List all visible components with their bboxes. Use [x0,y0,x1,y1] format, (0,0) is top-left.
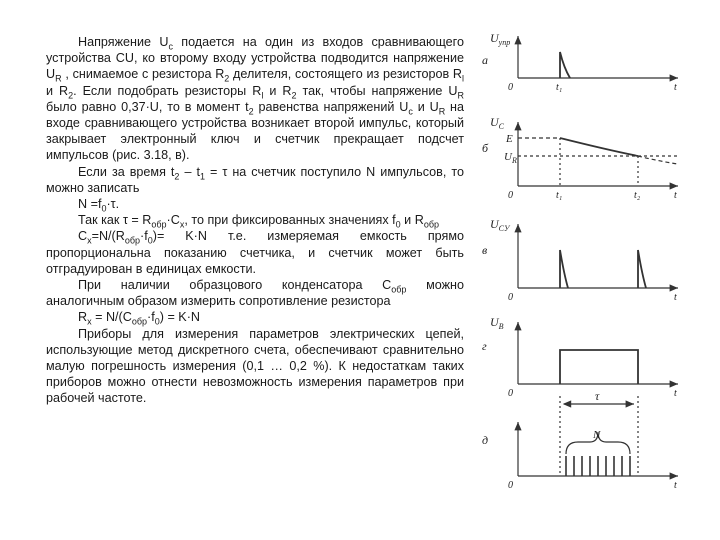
panel-letter-v: в [482,243,488,257]
ylabel-u-c: $U_C$ [490,115,505,131]
panel-letter-g: г [482,339,487,353]
mark-t2-b: t₂ [634,190,641,201]
timing-diagram [478,24,708,514]
panel-v [518,224,678,288]
formula: $N =f_0\cdot\tau$. [78,197,120,214]
mark-0-d: 0 [508,480,513,491]
mark-t-v: t [674,292,677,303]
paragraph: Приборы для измерения параметров электрических цепей, использующие метод дискретного счета, обеспечивают сравнительно малую погрешность измерения (0,1 … 0,2 %). К недостаткам таких приборов можно отнести невозможность измерения параметров при рабочей частоте. [46,326,464,406]
n-label: N [593,429,601,441]
paragraph: При наличии образцового конденсатора $C_{обр}$ можно аналогичным образом измерить сопротивление резистора [46,278,465,309]
tau-label: τ [595,389,600,403]
panel-b [518,122,678,186]
ylabel-u-upr: $U_{упр}$ [490,31,511,47]
mark-0-b: 0 [508,190,513,201]
mark-t-d: t [674,480,677,491]
panel-g [518,322,678,384]
level-e: E [506,133,513,145]
mark-t-b: t [674,190,677,201]
paragraph: Если за время $t_2 - t_1 = \tau$ на счетчик поступило N импульсов, то можно записать [46,164,464,195]
mark-t-a: t [674,82,677,93]
panel-letter-b: б [482,141,489,155]
mark-t1-b: t₁ [556,190,563,201]
panel-letter-a: а [482,53,488,67]
paragraph: Напряжение $U_c$ подается на один из входов сравнивающего устройства CU, ко второму входу устройства подводится напряжение $U_R$ , снимаемое с резистора $R_2$ делителя, состоящего из резисторов $R_l$ и $R_2$. Если подобрать резисторы $R_l$ и $R_2$ так, чтобы напряжение $U_R$ было равно 0,37·U, то в момент $t_2$ равенства напряжений $U_c$ и $U_R$ на входе сравнивающего устройства возникает второй импульс, который закрывает электронный ключ и счетчик прекращает подсчет импульсов (рис. 3.18, в). [46,35,465,163]
mark-t1-a: t₁ [556,82,563,93]
ylabel-u-cu: $U_{CУ}$ [490,217,510,233]
mark-0-v: 0 [508,292,513,303]
mark-0-g: 0 [508,388,513,399]
text-column [46,34,464,407]
formula: $R_x = N/(C_{обр}\cdot f_0) = K\cdot N$ [78,310,200,327]
ylabel-u-b: $U_B$ [490,315,504,331]
formula-paragraph: $C_x=N/(R_{обр}\cdot f_0)= K\cdot N$ т.е. измеряемая емкость прямо пропорциональна показанию счетчика, и счетчик может быть отградуирован в единицах емкости. [46,229,464,276]
mark-t-g: t [674,388,677,399]
paragraph: Так как $\tau = R_{обр}\cdot C_x$, то при фиксированных значениях $f_0$ и $R_{обр}$ [78,213,439,230]
panel-a [518,36,678,78]
level-ur: $U_R$ [504,151,517,165]
mark-0-a: 0 [508,82,513,93]
panel-letter-d: д [482,433,489,447]
